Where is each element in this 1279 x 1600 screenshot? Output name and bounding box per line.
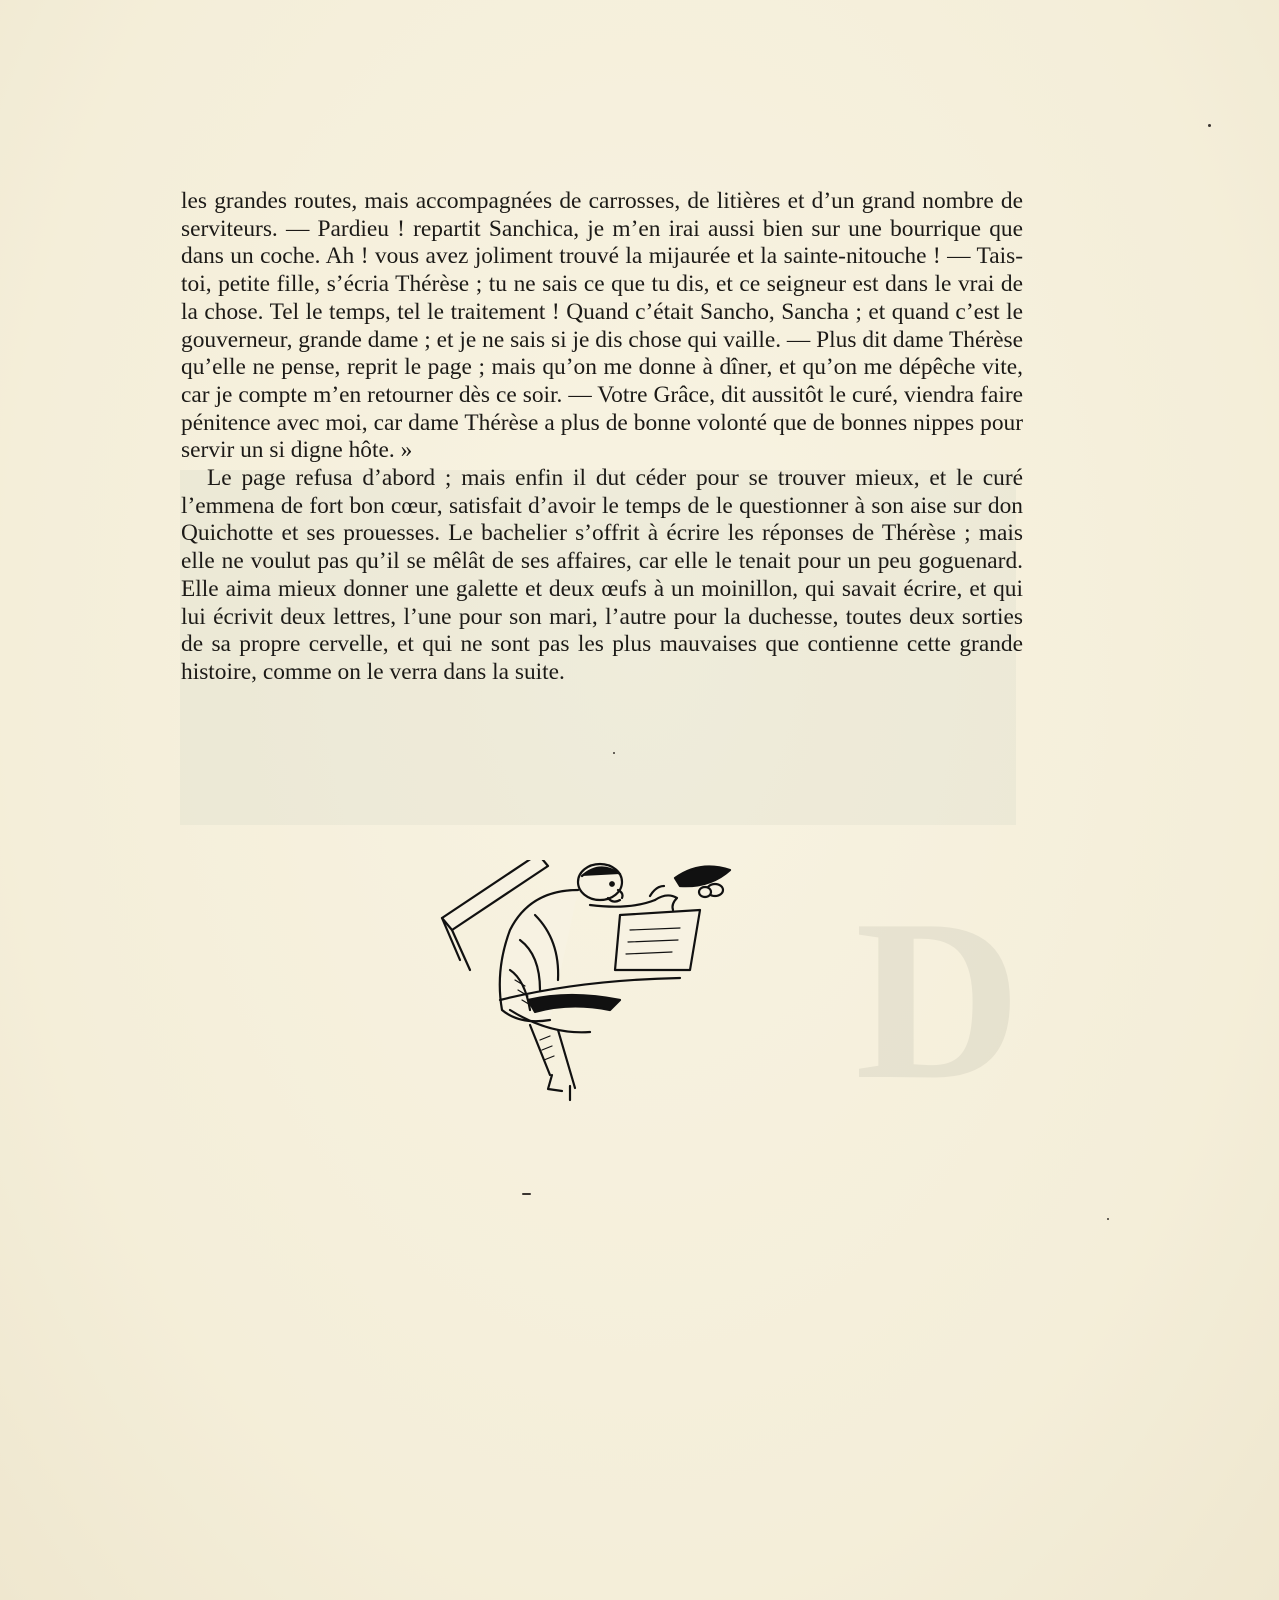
paragraph-1: les grandes routes, mais accompagnées de carrosses, de litières et d’un grand nombre de serviteurs. — Pardieu ! repartit Sanchica, je m’en irai aussi bien sur une bourrique que dans un coche. Ah ! vous avez joliment trouvé la mijaurée et la sainte-nitouche ! — Tais-toi, petite fille, s’écria Thérèse ; tu ne sais ce que tu dis, et ce seigneur est dans le vrai de la chose. Tel le temps, tel le traitement ! Quand c’était Sancho, Sancha ; et quand c’est le gouverneur, grande dame ; et je ne sais si je dis chose qui vaille. — Plus dit dame Thérèse qu’elle ne pense, reprit le page ; mais qu’on me donne à dîner, et qu’on me dépêche vite, car je compte m’en retourner dès ce soir. — Votre Grâce, dit aussitôt le curé, viendra faire pénitence avec moi, car dame Thérèse a plus de bonne volonté que de bonnes nippes pour servir un si digne hôte. » — [181, 188, 1023, 464]
monk-writing-illustration-icon — [440, 860, 760, 1120]
paper-speck — [1208, 124, 1211, 127]
show-through-dropcap: D — [855, 872, 1022, 1127]
paper-speck — [1107, 1218, 1109, 1220]
paragraph-2: Le page refusa d’abord ; mais enfin il dut céder pour se trouver mieux, et le curé l’emmena de fort bon cœur, satisfait d’avoir le temps de le questionner à son aise sur don Quichotte et ses prouesses. Le bachelier s’offrit à écrire les réponses de Thérèse ; mais elle ne voulut pas qu’il se mêlât de ses affaires, car elle le tenait pour un peu goguenard. Elle aima mieux donner une galette et deux œufs à un moinillon, qui savait écrire, et qui lui écrivit deux lettres, l’une pour son mari, l’autre pour la duchesse, toutes deux sorties de sa propre cervelle, et qui ne sont pas les plus mauvaises que contienne cette grande histoire, comme on le verra dans la suite. — [181, 465, 1023, 685]
paper-speck — [613, 752, 615, 754]
body-text — [181, 188, 1023, 687]
paper-speck — [522, 1193, 531, 1195]
